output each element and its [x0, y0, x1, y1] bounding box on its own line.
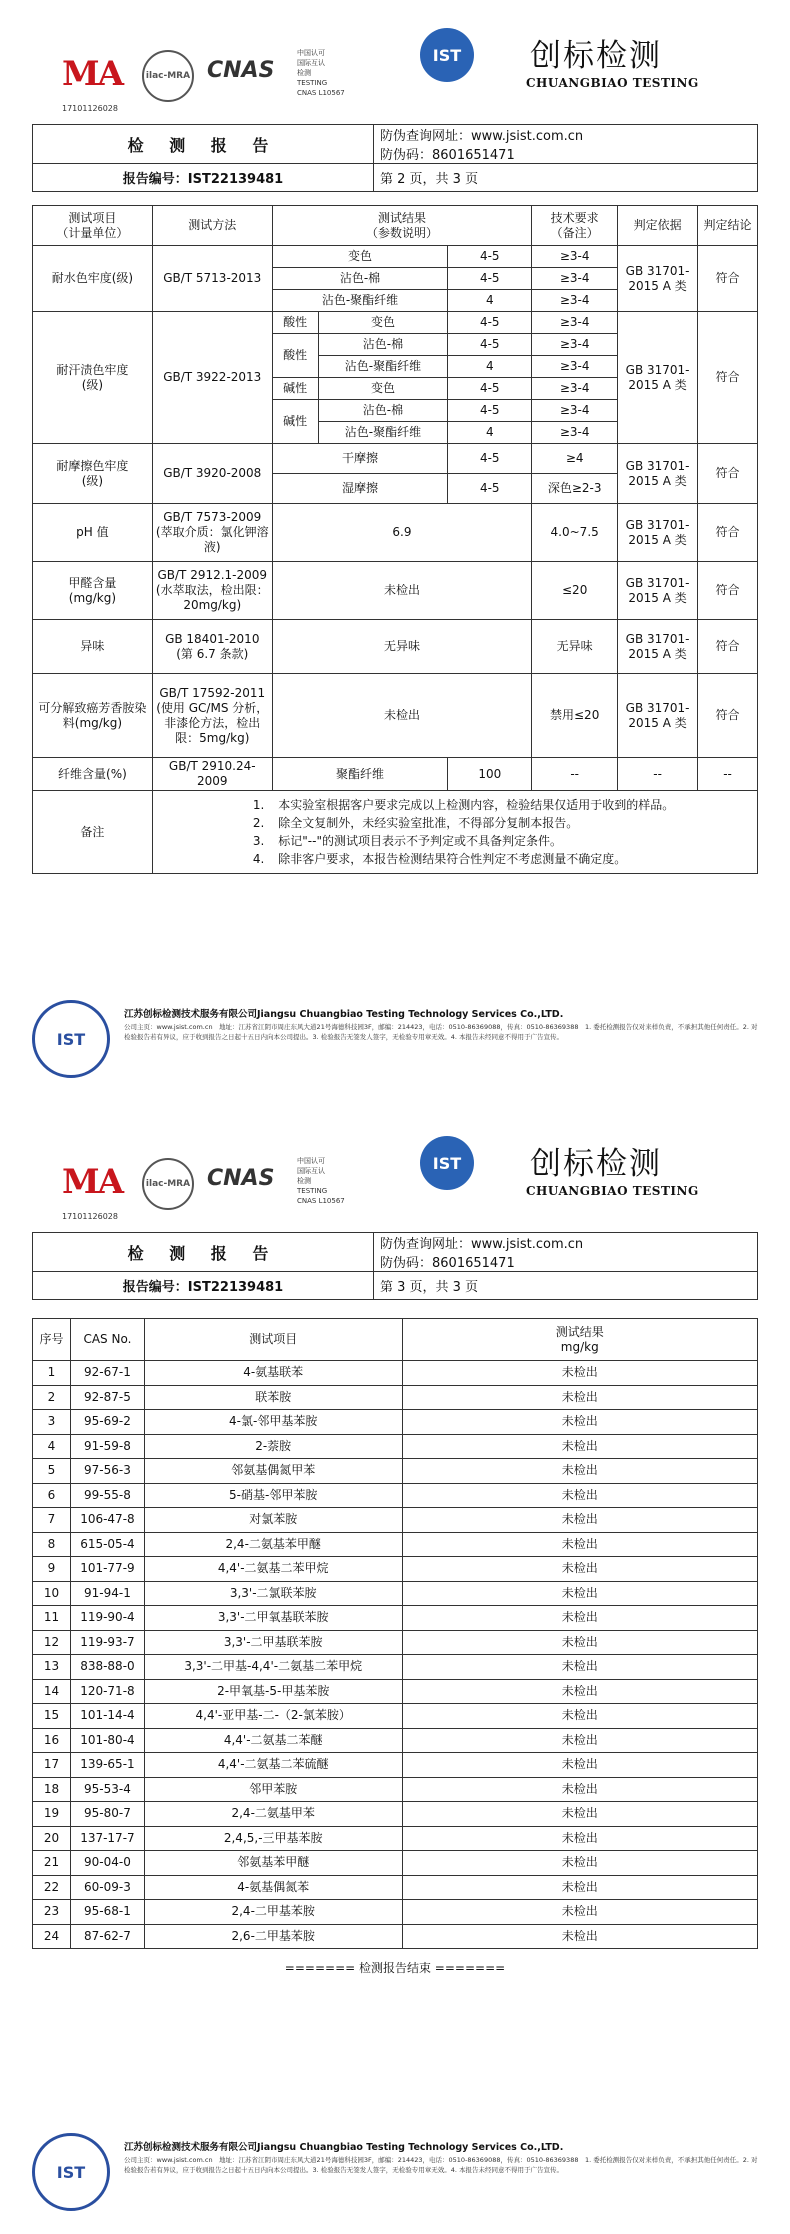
cma-logo: MA 17101126028	[62, 54, 123, 113]
table-row	[33, 1581, 758, 1606]
ist-logo-icon: IST	[420, 1136, 474, 1190]
report-title: 检 测 报 告	[33, 125, 374, 164]
row-number: 9	[33, 1557, 71, 1582]
report-header	[32, 1232, 758, 1300]
substance-name: 4-氨基联苯	[144, 1361, 402, 1386]
result-value: 未检出	[402, 1361, 757, 1386]
substance-name: 2,6-二甲基苯胺	[144, 1924, 402, 1949]
row-number: 22	[33, 1875, 71, 1900]
substance-name: 对氯苯胺	[144, 1508, 402, 1533]
table-row	[33, 1434, 758, 1459]
cas-number: 91-59-8	[70, 1434, 144, 1459]
substance-name: 邻氨基苯甲醚	[144, 1851, 402, 1876]
cas-number: 101-14-4	[70, 1704, 144, 1729]
table-row: 碱性 变色 4-5 ≥3-4	[33, 378, 758, 400]
row-number: 5	[33, 1459, 71, 1484]
report-page-2: MA 17101126028 ilac-MRA CNAS 中国认可 国际互认 检测 TESTING CNAS L10567 IST 创标检测 CHUANGBIAO TESTING 检 测 报 告 防伪查询网址：www.jsist.com.cn 防伪码：8601651471 报告编号：IST22139481 第 2 页，共 3 页 测试项目 （计量单位） 测试方法 测试结果 （参数说明） 技术要求 （备注） 判定依据 判定结论 耐水色牢度(级) GB/T 5713-2013 变色 4-5 ≥3-4 GB 31701-2015 A 类 符合 沾色-棉 4-5 ≥3-4 沾色-聚酯纤维 4 ≥3-4 耐汗渍色牢度 (级) GB/T 3922-2013 酸性 变色 4-5 ≥3-4 GB 31701-2015 A 类 符合 酸性 沾色-棉 4-5 ≥3-4 沾色-聚酯纤维 4 ≥3-4 碱性 变色 4-5 ≥3-4 碱性 沾色-棉 4-5 ≥3-4 沾色-聚酯纤维 4 ≥3-4 耐摩擦色牢度 (级) GB/T 3920-2008 干摩擦 4-5 ≥4 GB 31701-2015 A 类 符合 湿摩擦 4-5 深色≥2-3 pH 值 GB/T 7573-2009 (萃取介质：氯化钾溶液) 6.9 4.0~7.5 GB 31701-2015 A 类 符合 甲醛含量 (mg/kg) GB/T 2912.1-2009 (水萃取法，检出限：20mg/kg) 未检出 ≤20 GB 31701-2015 A 类 符合 异味 GB 18401-2010 (第 6.7 条款) 无异味 无异味 GB 31701-2015 A 类 符合 可分解致癌芳香胺染料(mg/kg) GB/T 17592-2011 (使用 GC/MS 分析，非漆伦方法，检出限：5mg/kg) 未检出 禁用≤20 GB 31701-2015 A 类 符合 纤维含量(%) GB/T 2910.24-2009 聚酯纤维 100 -- -- -- 备注 1. 本实验室根据客户要求完成以上检测内容，检验结果仅适用于收到的样品。 2. 除全文复制外，未经实验室批准，不得部分复制本报告。 3. 标记"--"的测试项目表示不予判定或不具备判定条件。 4. 除非客户要求，本报告检测结果符合性判定不考虑测量不确定度。 IST 江苏创标检测技术服务有限公司Jiangsu Chuangbiao Testing Technology Services Co.,LTD. 公司主页：www.jsist.com.cn 地址：江苏省江阴市周庄东风大道21号海德科技园3F，邮编：214423，电话：0510-86369088，传真：0510-86369388 1. 委托检测报告仅对来样负责，不承担其他任何责任。2. 对检验报告若有异议，应于收到报告之日起十五日内向本公司提出。3. 检验报告无签发人签字，无检验专用章无效。4. 本报告未经同意不得用于广告宣传。	[0, 0, 790, 1085]
table-row	[33, 1385, 758, 1410]
accreditation-logos	[32, 36, 362, 111]
cas-number: 95-80-7	[70, 1802, 144, 1827]
result-value: 未检出	[402, 1655, 757, 1680]
page-indicator: 第 2 页，共 3 页	[374, 164, 758, 192]
row-number: 18	[33, 1777, 71, 1802]
row-number: 1	[33, 1361, 71, 1386]
substance-name: 4,4'-二氨基二苯醚	[144, 1728, 402, 1753]
substance-name: 3,3'-二甲氧基联苯胺	[144, 1606, 402, 1631]
cas-number: 119-90-4	[70, 1606, 144, 1631]
cas-number: 120-71-8	[70, 1679, 144, 1704]
substance-name: 4-氯-邻甲基苯胺	[144, 1410, 402, 1435]
table-row	[33, 1532, 758, 1557]
row-number: 4	[33, 1434, 71, 1459]
row-number: 24	[33, 1924, 71, 1949]
report-number: 报告编号：IST22139481	[33, 1272, 374, 1300]
cnas-text: 中国认可 国际互认 检测 TESTING CNAS L10567	[297, 1157, 345, 1205]
report-number: 报告编号：IST22139481	[33, 164, 374, 192]
row-number: 13	[33, 1655, 71, 1680]
table-row: 沾色-聚酯纤维 4 ≥3-4	[33, 356, 758, 378]
row-number: 17	[33, 1753, 71, 1778]
ilac-mra-logo: ilac-MRA	[142, 1158, 194, 1210]
result-value: 未检出	[402, 1826, 757, 1851]
result-value: 未检出	[402, 1777, 757, 1802]
substance-name: 4,4'-二氨基二苯硫醚	[144, 1753, 402, 1778]
substance-name: 2,4-二甲基苯胺	[144, 1900, 402, 1925]
amine-results-table	[32, 1318, 758, 1949]
table-row	[33, 1777, 758, 1802]
result-value: 未检出	[402, 1434, 757, 1459]
result-value: 未检出	[402, 1679, 757, 1704]
row-number: 3	[33, 1410, 71, 1435]
page-footer: IST 江苏创标检测技术服务有限公司Jiangsu Chuangbiao Testing Technology Services Co.,LTD. 公司主页：www.jsist.com.cn 地址：江苏省江阴市周庄东风大道21号海德科技园3F，邮编：214423，电话：0510-86369088，传真：0510-86369388 1. 委托检测报告仅对来样负责，不承担其他任何责任。2. 对检验报告若有异议，应于收到报告之日起十五日内向本公司提出。3. 检验报告无签发人签字，无检验专用章无效。4. 本报告未经同意不得用于广告宣传。	[32, 2133, 758, 2203]
table-row	[33, 1753, 758, 1778]
result-value: 未检出	[402, 1410, 757, 1435]
page-indicator: 第 3 页，共 3 页	[374, 1272, 758, 1300]
result-value: 未检出	[402, 1385, 757, 1410]
substance-name: 4,4'-二氨基二苯甲烷	[144, 1557, 402, 1582]
result-value: 未检出	[402, 1557, 757, 1582]
table-row: 沾色-聚酯纤维 4 ≥3-4	[33, 290, 758, 312]
row-number: 7	[33, 1508, 71, 1533]
substance-name: 3,3'-二甲基联苯胺	[144, 1630, 402, 1655]
result-value: 未检出	[402, 1851, 757, 1876]
report-title: 检 测 报 告	[33, 1233, 374, 1272]
cas-number: 92-87-5	[70, 1385, 144, 1410]
row-number: 11	[33, 1606, 71, 1631]
ist-seal-icon: IST	[32, 1000, 110, 1078]
substance-name: 2-甲氧基-5-甲基苯胺	[144, 1679, 402, 1704]
result-value: 未检出	[402, 1875, 757, 1900]
result-value: 未检出	[402, 1483, 757, 1508]
cas-number: 95-69-2	[70, 1410, 144, 1435]
table-row: 异味 GB 18401-2010 (第 6.7 条款) 无异味 无异味 GB 31701-2015 A 类 符合	[33, 620, 758, 674]
report-end-marker: ======= 检测报告结束 =======	[284, 1961, 506, 1975]
row-number: 19	[33, 1802, 71, 1827]
table-row: 碱性 沾色-棉 4-5 ≥3-4	[33, 400, 758, 422]
verification-url: 防伪查询网址：www.jsist.com.cn 防伪码：8601651471	[374, 125, 758, 164]
row-number: 14	[33, 1679, 71, 1704]
cas-number: 119-93-7	[70, 1630, 144, 1655]
notes-list: 1. 本实验室根据客户要求完成以上检测内容，检验结果仅适用于收到的样品。 2. 除全文复制外，未经实验室批准，不得部分复制本报告。 3. 标记"--"的测试项目表示不予判定或不具备判定条件。 4. 除非客户要求，本报告检测结果符合性判定不考虑测量不确定度。	[252, 798, 675, 866]
substance-name: 4-氨基偶氮苯	[144, 1875, 402, 1900]
result-value: 未检出	[402, 1581, 757, 1606]
row-number: 21	[33, 1851, 71, 1876]
result-value: 未检出	[402, 1704, 757, 1729]
row-number: 2	[33, 1385, 71, 1410]
table-row	[33, 1557, 758, 1582]
result-value: 未检出	[402, 1508, 757, 1533]
table-row	[33, 1459, 758, 1484]
table-row: 耐汗渍色牢度 (级) GB/T 3922-2013 酸性 变色 4-5 ≥3-4 GB 31701-2015 A 类 符合	[33, 312, 758, 334]
substance-name: 2,4,5,-三甲基苯胺	[144, 1826, 402, 1851]
cas-number: 90-04-0	[70, 1851, 144, 1876]
cas-number: 101-80-4	[70, 1728, 144, 1753]
table-row: 甲醛含量 (mg/kg) GB/T 2912.1-2009 (水萃取法，检出限：20mg/kg) 未检出 ≤20 GB 31701-2015 A 类 符合	[33, 562, 758, 620]
table-row	[33, 1508, 758, 1533]
row-number: 10	[33, 1581, 71, 1606]
table-row	[33, 1361, 758, 1386]
table-row: 可分解致癌芳香胺染料(mg/kg) GB/T 17592-2011 (使用 GC/MS 分析，非漆伦方法，检出限：5mg/kg) 未检出 禁用≤20 GB 31701-2015 A 类 符合	[33, 674, 758, 758]
substance-name: 4,4'-亚甲基-二-（2-氯苯胺）	[144, 1704, 402, 1729]
row-number: 16	[33, 1728, 71, 1753]
result-value: 未检出	[402, 1532, 757, 1557]
cas-number: 60-09-3	[70, 1875, 144, 1900]
row-number: 12	[33, 1630, 71, 1655]
ist-logo-icon: IST	[420, 28, 474, 82]
cas-number: 91-94-1	[70, 1581, 144, 1606]
substance-name: 5-硝基-邻甲苯胺	[144, 1483, 402, 1508]
cas-number: 101-77-9	[70, 1557, 144, 1582]
report-page-3: MA 17101126028 ilac-MRA CNAS 中国认可 国际互认 检测 TESTING CNAS L10567 IST 创标检测 CHUANGBIAO TESTING 检 测 报 告 防伪查询网址：www.jsist.com.cn 防伪码：8601651471 报告编号：IST22139481 第 3 页，共 3 页 序号 CAS No. 测试项目 测试结果 mg/kg 1 92-67-1 4-氨基联苯 未检出 2 92-87-5 联苯胺 未检出 3 95-69-2 4-氯-邻甲基苯胺 未检出 4 91-59-8 2-萘胺 未检出 5 97-56-3 邻氨基偶氮甲苯 未检出 6 99-55-8 5-硝基-邻甲苯胺 未检出 7 106-47-8 对氯苯胺 未检出 8 615-05-4 2,4-二氨基苯甲醚 未检出 9 101-77-9 4,4'-二氨基二苯甲烷 未检出 10 91-94-1 3,3'-二氯联苯胺 未检出 11 119-90-4 3,3'-二甲氧基联苯胺 未检出 12 119-93-7 3,3'-二甲基联苯胺 未检出 13 838-88-0 3,3'-二甲基-4,4'-二氨基二苯甲烷 未检出 14 120-71-8 2-甲氧基-5-甲基苯胺 未检出 15 101-14-4 4,4'-亚甲基-二-（2-氯苯胺） 未检出 16 101-80-4 4,4'-二氨基二苯醚 未检出 17 139-65-1 4,4'-二氨基二苯硫醚 未检出 18 95-53-4 邻甲苯胺 未检出 19 95-80-7 2,4-二氨基甲苯 未检出 20 137-17-7 2,4,5,-三甲基苯胺 未检出 21 90-04-0 邻氨基苯甲醚 未检出 22 60-09-3 4-氨基偶氮苯 未检出 23 95-68-1 2,4-二甲基苯胺 未检出 24 87-62-7 2,6-二甲基苯胺 未检出 ======= 检测报告结束 ======= IST 江苏创标检测技术服务有限公司Jiangsu Chuangbiao Testing Technology Services Co.,LTD. 公司主页：www.jsist.com.cn 地址：江苏省江阴市周庄东风大道21号海德科技园3F，邮编：214423，电话：0510-86369088，传真：0510-86369388 1. 委托检测报告仅对来样负责，不承担其他任何责任。2. 对检验报告若有异议，应于收到报告之日起十五日内向本公司提出。3. 检验报告无签发人签字，无检验专用章无效。4. 本报告未经同意不得用于广告宣传。	[0, 1108, 790, 2234]
table-row: 沾色-棉 4-5 ≥3-4	[33, 268, 758, 290]
ilac-mra-logo: ilac-MRA	[142, 50, 194, 102]
table-row	[33, 1410, 758, 1435]
cnas-text: 中国认可 国际互认 检测 TESTING CNAS L10567	[297, 49, 345, 97]
table-row: 湿摩擦 4-5 深色≥2-3	[33, 474, 758, 504]
result-value: 未检出	[402, 1459, 757, 1484]
accreditation-logos	[32, 1144, 362, 1219]
result-value: 未检出	[402, 1728, 757, 1753]
notes-row: 备注 1. 本实验室根据客户要求完成以上检测内容，检验结果仅适用于收到的样品。 2. 除全文复制外，未经实验室批准，不得部分复制本报告。 3. 标记"--"的测试项目表示不予判定或不具备判定条件。 4. 除非客户要求，本报告检测结果符合性判定不考虑测量不确定度。	[33, 791, 758, 874]
cas-number: 95-68-1	[70, 1900, 144, 1925]
result-value: 未检出	[402, 1900, 757, 1925]
table-row	[33, 1606, 758, 1631]
table-row	[33, 1728, 758, 1753]
cas-number: 106-47-8	[70, 1508, 144, 1533]
table-header-row: 测试项目 （计量单位） 测试方法 测试结果 （参数说明） 技术要求 （备注） 判定依据 判定结论	[33, 206, 758, 246]
substance-name: 2,4-二氨基甲苯	[144, 1802, 402, 1827]
substance-name: 邻甲苯胺	[144, 1777, 402, 1802]
substance-name: 2-萘胺	[144, 1434, 402, 1459]
table-row	[33, 1875, 758, 1900]
result-value: 未检出	[402, 1924, 757, 1949]
result-value: 未检出	[402, 1802, 757, 1827]
ist-seal-icon: IST	[32, 2133, 110, 2211]
table-row	[33, 1802, 758, 1827]
cma-logo: MA 17101126028	[62, 1162, 123, 1221]
substance-name: 2,4-二氨基苯甲醚	[144, 1532, 402, 1557]
row-number: 6	[33, 1483, 71, 1508]
cas-number: 99-55-8	[70, 1483, 144, 1508]
table-row: 纤维含量(%) GB/T 2910.24-2009 聚酯纤维 100 -- -- --	[33, 758, 758, 791]
table-row	[33, 1630, 758, 1655]
row-number: 20	[33, 1826, 71, 1851]
table-row	[33, 1655, 758, 1680]
substance-name: 3,3'-二甲基-4,4'-二氨基二苯甲烷	[144, 1655, 402, 1680]
table-row: 酸性 沾色-棉 4-5 ≥3-4	[33, 334, 758, 356]
table-row: 沾色-聚酯纤维 4 ≥3-4	[33, 422, 758, 444]
table-row	[33, 1826, 758, 1851]
table-row	[33, 1483, 758, 1508]
result-value: 未检出	[402, 1753, 757, 1778]
row-number: 15	[33, 1704, 71, 1729]
page-footer: IST 江苏创标检测技术服务有限公司Jiangsu Chuangbiao Testing Technology Services Co.,LTD. 公司主页：www.jsist.com.cn 地址：江苏省江阴市周庄东风大道21号海德科技园3F，邮编：214423，电话：0510-86369088，传真：0510-86369388 1. 委托检测报告仅对来样负责，不承担其他任何责任。2. 对检验报告若有异议，应于收到报告之日起十五日内向本公司提出。3. 检验报告无签发人签字，无检验专用章无效。4. 本报告未经同意不得用于广告宣传。	[32, 1000, 758, 1070]
cas-number: 139-65-1	[70, 1753, 144, 1778]
table-row: pH 值 GB/T 7573-2009 (萃取介质：氯化钾溶液) 6.9 4.0~7.5 GB 31701-2015 A 类 符合	[33, 504, 758, 562]
table-row	[33, 1851, 758, 1876]
cas-number: 95-53-4	[70, 1777, 144, 1802]
substance-name: 邻氨基偶氮甲苯	[144, 1459, 402, 1484]
table-row	[33, 1900, 758, 1925]
cas-number: 92-67-1	[70, 1361, 144, 1386]
test-results-table	[32, 205, 758, 874]
table-row	[33, 1704, 758, 1729]
result-value: 未检出	[402, 1606, 757, 1631]
cas-number: 97-56-3	[70, 1459, 144, 1484]
result-value: 未检出	[402, 1630, 757, 1655]
cas-number: 615-05-4	[70, 1532, 144, 1557]
table-row	[33, 1679, 758, 1704]
cas-number: 838-88-0	[70, 1655, 144, 1680]
cas-number: 87-62-7	[70, 1924, 144, 1949]
table-header-row: 序号 CAS No. 测试项目 测试结果 mg/kg	[33, 1319, 758, 1361]
report-header	[32, 124, 758, 192]
table-row	[33, 1924, 758, 1949]
substance-name: 联苯胺	[144, 1385, 402, 1410]
row-number: 8	[33, 1532, 71, 1557]
cnas-logo: CNAS	[207, 58, 275, 83]
row-number: 23	[33, 1900, 71, 1925]
substance-name: 3,3'-二氯联苯胺	[144, 1581, 402, 1606]
cas-number: 137-17-7	[70, 1826, 144, 1851]
verification-url: 防伪查询网址：www.jsist.com.cn 防伪码：8601651471	[374, 1233, 758, 1272]
table-row: 耐摩擦色牢度 (级) GB/T 3920-2008 干摩擦 4-5 ≥4 GB 31701-2015 A 类 符合	[33, 444, 758, 474]
table-row: 耐水色牢度(级) GB/T 5713-2013 变色 4-5 ≥3-4 GB 31701-2015 A 类 符合	[33, 246, 758, 268]
cnas-logo: CNAS	[207, 1166, 275, 1191]
